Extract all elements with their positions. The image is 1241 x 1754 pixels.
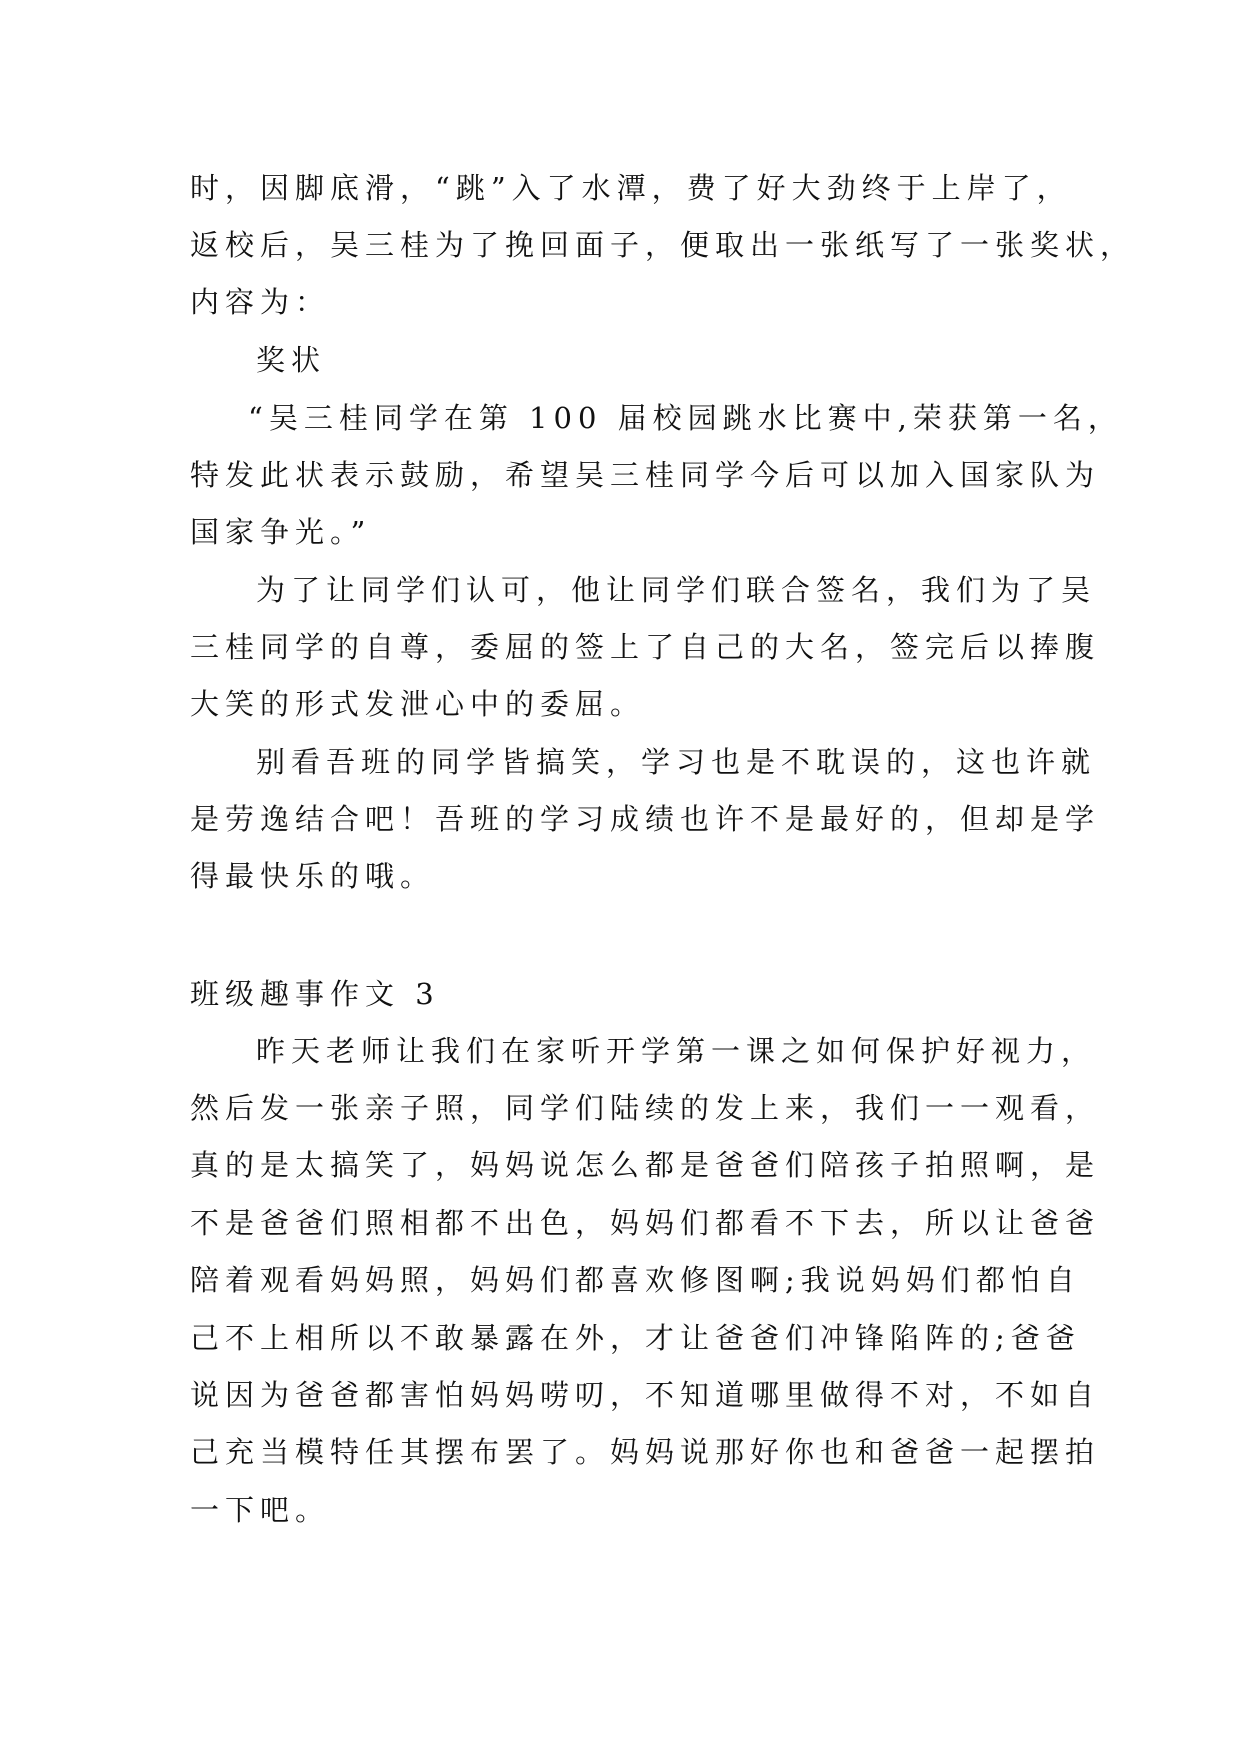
text-line: 大笑的形式发泄心中的委屈。 (190, 687, 646, 721)
text-line: 己充当模特任其摆布罢了。妈妈说那好你也和爸爸一起摆拍 (190, 1435, 1101, 1469)
award-heading: 奖状 (256, 343, 327, 377)
text-line: 陪着观看妈妈照，妈妈们都喜欢修图啊;我说妈妈们都怕自 (190, 1263, 1081, 1297)
text-line: 然后发一张亲子照，同学们陆续的发上来，我们一一观看， (190, 1091, 1101, 1125)
text-line: 得最快乐的哦。 (190, 859, 436, 893)
text-line: 不是爸爸们照相都不出色，妈妈们都看不下去，所以让爸爸 (190, 1206, 1101, 1240)
text-line: 说因为爸爸都害怕妈妈唠叨，不知道哪里做得不对，不如自 (190, 1378, 1101, 1412)
text-line: 三桂同学的自尊，委屈的签上了自己的大名，签完后以捧腹 (190, 630, 1101, 664)
text-line: 是劳逸结合吧！吾班的学习成绩也许不是最好的，但却是学 (190, 802, 1101, 836)
text-line: 己不上相所以不敢暴露在外，才让爸爸们冲锋陷阵的;爸爸 (190, 1321, 1081, 1355)
text-line: 国家争光。” (190, 515, 372, 549)
text-line: 返校后，吴三桂为了挽回面子，便取出一张纸写了一张奖状， (190, 228, 1136, 262)
text-line: “吴三桂同学在第 100 届校园跳水比赛中,荣获第一名， (248, 401, 1123, 435)
section-heading: 班级趣事作文 3 (190, 977, 440, 1011)
text-line: 为了让同学们认可，他让同学们联合签名，我们为了吴 (256, 573, 1097, 607)
text-line: 时，因脚底滑，“跳”入了水潭，费了好大劲终于上岸了， (190, 171, 1072, 205)
text-line: 昨天老师让我们在家听开学第一课之如何保护好视力， (256, 1034, 1097, 1068)
text-line: 特发此状表示鼓励，希望吴三桂同学今后可以加入国家队为 (190, 458, 1101, 492)
text-line: 一下吧。 (190, 1493, 331, 1527)
text-line: 内容为： (190, 285, 331, 319)
text-line: 别看吾班的同学皆搞笑，学习也是不耽误的，这也许就 (256, 745, 1097, 779)
text-line: 真的是太搞笑了，妈妈说怎么都是爸爸们陪孩子拍照啊，是 (190, 1148, 1101, 1182)
